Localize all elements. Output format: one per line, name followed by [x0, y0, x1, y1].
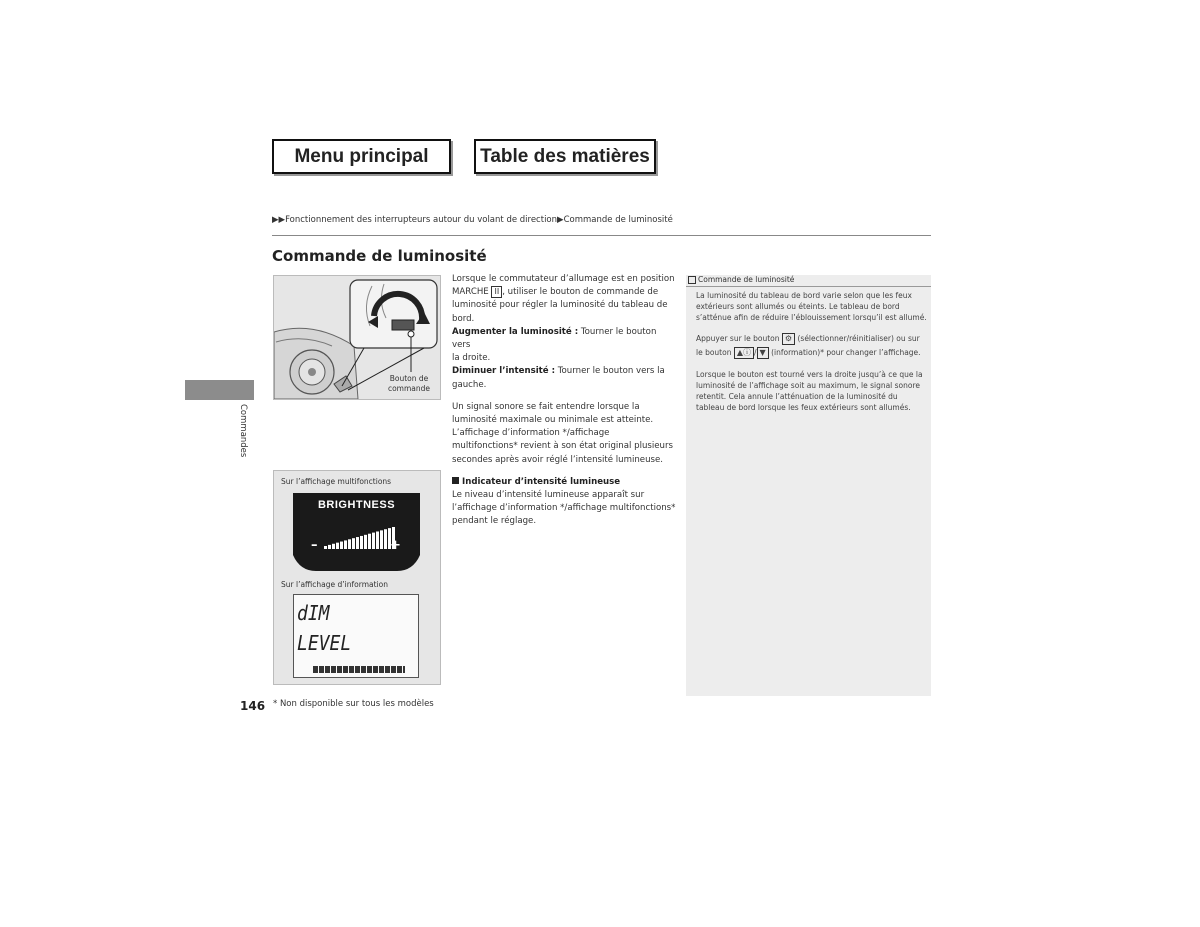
brightness-bar	[360, 536, 363, 549]
plus-icon: +	[390, 538, 401, 553]
knob-callout-label: Bouton de commande	[387, 374, 431, 393]
info-up-button-icon: ▲ⓘ	[734, 347, 754, 359]
select-reset-button-icon: ⚙	[782, 333, 795, 345]
body-text: Lorsque le commutateur d’allumage est en position MARCHE II , utiliser le bouton de commande de luminosité pour régler la luminosité du tableau de bord. Augmenter la luminosité : Tourner le bouton vers la droite. Diminuer l’intensité : Tourner le bouton vers la gauche. Un signal sonore se fait entendre lorsque la luminosité maximale ou minimale est atteinte. L’affichage d’information */affichage multifonctions* revient à son état original plusieurs secondes après avoir réglé l’intensité lumineuse. Indicateur d’intensité lumineuse Le niveau d’intensité lumineuse apparaît sur l’affichage d’information */affichage multifonctions* pendant le réglage.	[452, 274, 676, 527]
minus-icon: –	[311, 538, 318, 553]
lcd-level-bar	[313, 666, 405, 673]
caption-multi-display: Sur l’affichage multifonctions	[281, 477, 392, 486]
note-text: La luminosité du tableau de bord varie selon que les feux extérieurs sont allumés ou éteints. Le tableau de bord s’atténue afin de réduire l’éblouissement lorsqu’il est allumé. Appuyer sur le bouton ⚙ (sélectionner/réinitialiser) ou sur le bouton ▲ⓘ / ▼ (information)* pour changer l’affichage. Lorsque le bouton est tourné vers la droite jusqu’à ce que la luminosité de l’affichage soit au maximum, le signal sonore retentit. Cela annule l’atténuation de la luminosité du tableau de bord lorsque les feux extérieurs sont allumés.	[696, 291, 927, 412]
brightness-bar	[368, 534, 371, 549]
brightness-label: BRIGHTNESS	[317, 499, 396, 511]
brightness-bar	[348, 539, 351, 549]
caption-info-display: Sur l’affichage d’information	[281, 580, 388, 589]
brightness-bar	[324, 546, 327, 549]
side-note-panel	[686, 275, 931, 696]
brightness-bar	[380, 530, 383, 549]
brightness-bar	[332, 544, 335, 549]
brightness-bar	[336, 543, 339, 549]
lcd-line-level: LEVEL	[297, 631, 352, 655]
side-chapter-tab	[185, 380, 254, 400]
table-of-contents-button[interactable]: Table des matières	[474, 139, 656, 174]
displays-illustration	[273, 470, 441, 685]
brightness-bar	[372, 533, 375, 549]
brightness-bar	[340, 542, 343, 549]
breadcrumb-link-steering-switches[interactable]: Fonctionnement des interrupteurs autour du volant de direction	[285, 215, 558, 225]
ignition-position-key: II	[491, 286, 502, 298]
main-menu-button[interactable]: Menu principal	[272, 139, 451, 174]
footnote: * Non disponible sur tous les modèles	[273, 699, 434, 709]
brightness-bar	[356, 537, 359, 549]
note-heading: Commande de luminosité	[686, 275, 931, 287]
brightness-bar	[376, 531, 379, 549]
breadcrumb-arrow-icon: ▶▶	[272, 215, 286, 225]
breadcrumb	[272, 215, 932, 225]
page-number: 146	[240, 699, 266, 713]
brightness-bar	[352, 538, 355, 549]
header-divider	[272, 235, 931, 236]
side-chapter-label: Commandes	[238, 404, 248, 458]
multi-display	[293, 493, 420, 571]
info-down-button-icon: ▼	[757, 347, 769, 359]
note-icon	[688, 276, 696, 284]
brightness-bar	[328, 545, 331, 549]
brightness-bar	[384, 529, 387, 549]
sub-heading-bullet-icon	[452, 477, 459, 484]
brightness-bar	[364, 535, 367, 549]
sub-heading: Indicateur d’intensité lumineuse	[462, 476, 621, 487]
section-title: Commande de luminosité	[272, 247, 487, 265]
lcd-line-dim: dIM	[297, 601, 330, 625]
info-display	[293, 594, 419, 678]
breadcrumb-arrow-icon: ▶	[557, 215, 564, 225]
breadcrumb-current: Commande de luminosité	[563, 215, 673, 225]
knob-illustration	[273, 275, 441, 400]
brightness-bar	[344, 540, 347, 549]
